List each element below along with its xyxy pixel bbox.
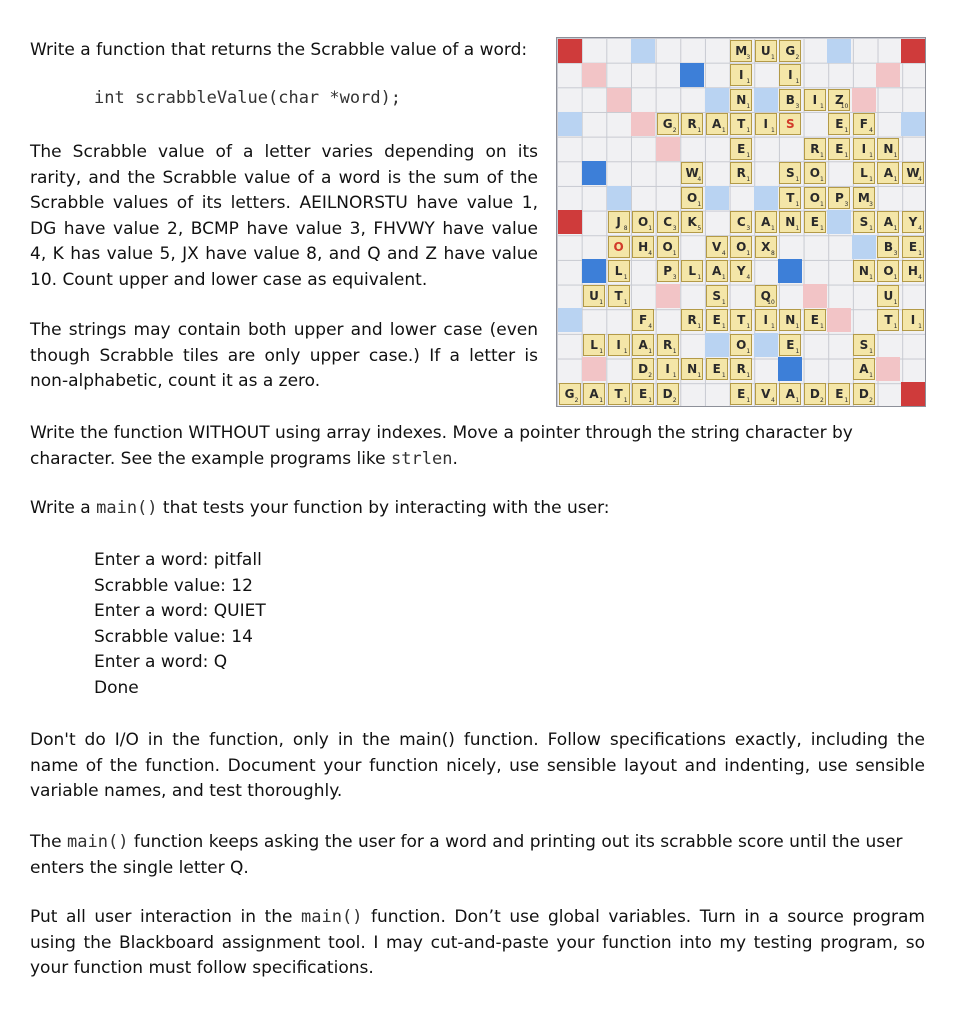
- letter-tile: I 1: [902, 309, 924, 331]
- tile-value: 1: [820, 200, 824, 208]
- letter-tile: C 3: [730, 211, 752, 233]
- tile-value: 1: [648, 347, 653, 355]
- premium-square: [631, 112, 655, 136]
- letter-tile: D 2: [657, 383, 679, 405]
- strlen-code: strlen: [391, 448, 453, 469]
- session-line: Done: [94, 677, 139, 698]
- letter-tile: L 1: [583, 334, 605, 356]
- pointer-text-before: Write the function WITHOUT using array indexes. Move a pointer through the string character by character. See the example programs like: [30, 423, 853, 469]
- premium-square: [705, 186, 729, 210]
- letter-tile: I 1: [608, 334, 630, 356]
- premium-square: [582, 161, 606, 185]
- premium-square: [631, 39, 655, 63]
- tile-value: 1: [721, 298, 726, 306]
- tile-value: 10: [840, 102, 849, 110]
- letter-tile: M 3: [730, 40, 752, 62]
- premium-square: [901, 39, 925, 63]
- submission-paragraph: [30, 905, 925, 982]
- letter-tile: D 2: [632, 358, 654, 380]
- letter-tile: A 1: [706, 113, 728, 135]
- letter-tile: D 2: [853, 383, 875, 405]
- letter-tile: N 1: [730, 89, 752, 111]
- premium-square: [754, 88, 778, 112]
- letter-tile: O 1: [681, 187, 703, 209]
- letter-tile: W 4: [902, 162, 924, 184]
- session-line: Scrabble value: 12: [94, 575, 253, 596]
- letter-tile: E 1: [828, 138, 850, 160]
- tile-value: 1: [599, 347, 604, 355]
- main-intro-paragraph: [30, 496, 930, 522]
- letter-tile: A 1: [632, 334, 654, 356]
- tile-value: 1: [672, 249, 677, 257]
- tile-value: 1: [599, 298, 604, 306]
- tile-value: 1: [770, 127, 775, 135]
- tile-value: 1: [820, 176, 824, 184]
- tile-value: 1: [746, 102, 751, 110]
- tile-value: 1: [746, 396, 751, 404]
- letter-tile: S 1: [853, 334, 875, 356]
- letter-tile: Q 10: [755, 285, 777, 307]
- letter-tile: O 1: [730, 334, 752, 356]
- letter-tile: X 8: [755, 236, 777, 258]
- letter-tile: N 1: [779, 309, 801, 331]
- tile-value: 2: [672, 127, 677, 135]
- letter-tile: E 1: [632, 383, 654, 405]
- letter-tile: N 1: [681, 358, 703, 380]
- tile-value: 1: [844, 396, 849, 404]
- letter-tile: D 2: [804, 383, 826, 405]
- tile-value: 1: [721, 127, 726, 135]
- tile-value: 1: [795, 323, 800, 331]
- premium-square: [901, 382, 925, 406]
- letter-tile: S 1: [853, 211, 875, 233]
- tile-value: 4: [746, 274, 751, 282]
- tile-value: 1: [820, 323, 824, 331]
- letter-tile: R 1: [730, 162, 752, 184]
- letter-tile: R 1: [804, 138, 826, 160]
- premium-square: [607, 186, 631, 210]
- tile-value: 3: [869, 200, 873, 208]
- letter-tile: E 1: [706, 358, 728, 380]
- letter-tile: G 2: [779, 40, 801, 62]
- letter-tile: N 1: [853, 260, 875, 282]
- letter-tile: Y 4: [730, 260, 752, 282]
- letter-tile: H 4: [632, 236, 654, 258]
- tile-value: 1: [795, 200, 800, 208]
- premium-square: [901, 112, 925, 136]
- letter-tile: A 1: [706, 260, 728, 282]
- letter-tile: R 1: [657, 334, 679, 356]
- tile-value: 1: [795, 176, 800, 184]
- premium-square: [705, 88, 729, 112]
- main-intro-after: that tests your function by interacting with the user:: [157, 498, 610, 518]
- tile-value: 1: [746, 78, 751, 86]
- loop-text-after: function keeps asking the user for a word and printing out its scrabble score until the user enters the single letter Q.: [30, 832, 903, 878]
- tile-value: 2: [574, 396, 579, 404]
- tile-value: 3: [844, 200, 849, 208]
- case-handling-paragraph: The strings may contain both upper and lower case (even though Scrabble tiles are only upper case.) If a letter is non-alphabetic, count it as a zero.: [30, 320, 538, 391]
- session-line: Enter a word: pitfall: [94, 550, 262, 570]
- letter-tile: I 1: [657, 358, 679, 380]
- tile-value: 1: [820, 225, 824, 233]
- letter-tile: I 1: [804, 89, 826, 111]
- premium-square: [558, 210, 582, 234]
- tile-value: 1: [746, 127, 751, 135]
- letter-tile: S 1: [779, 162, 801, 184]
- tile-value: 2: [672, 396, 677, 404]
- tile-value: 1: [746, 249, 751, 257]
- tile-value: 4: [770, 396, 775, 404]
- tile-value: 4: [721, 249, 726, 257]
- tile-value: 1: [721, 372, 726, 380]
- tile-value: 1: [893, 274, 898, 282]
- letter-tile: A 1: [853, 358, 875, 380]
- tile-value: 1: [697, 323, 702, 331]
- letter-tile: A 1: [755, 211, 777, 233]
- tile-value: 1: [770, 53, 775, 61]
- submit-text-before: Put all user interaction in the: [30, 907, 302, 927]
- letter-tile: U 1: [583, 285, 605, 307]
- tile-value: 1: [623, 347, 628, 355]
- letter-tile: T 1: [877, 309, 899, 331]
- tile-value: 8: [623, 225, 628, 233]
- tile-value: 1: [672, 347, 677, 355]
- tile-value: 2: [820, 396, 824, 404]
- letter-tile: S 1: [706, 285, 728, 307]
- tile-value: 1: [918, 323, 922, 331]
- letter-tile: I 1: [779, 64, 801, 86]
- letter-tile: O 1: [804, 162, 826, 184]
- tile-value: 1: [623, 396, 628, 404]
- letter-tile: T 1: [779, 187, 801, 209]
- premium-square: [607, 88, 631, 112]
- letter-tile: C 3: [657, 211, 679, 233]
- tile-value: 1: [697, 200, 702, 208]
- tile-value: 1: [721, 323, 726, 331]
- tile-value: 1: [893, 298, 898, 306]
- tile-value: 1: [746, 151, 751, 159]
- main-intro-before: Write a: [30, 498, 97, 518]
- premium-square: [558, 39, 582, 63]
- function-signature: int scrabbleValue(char *word);: [94, 88, 402, 108]
- letter-tile: A 1: [877, 162, 899, 184]
- main-code: main(): [67, 832, 129, 852]
- premium-square: [852, 88, 876, 112]
- intro-text: Write a function that returns the Scrabble value of a word:: [30, 40, 528, 60]
- letter-tile: E 1: [828, 383, 850, 405]
- tile-value: 1: [697, 127, 702, 135]
- letter-tile: L 1: [608, 260, 630, 282]
- tile-value: 1: [795, 396, 800, 404]
- tile-value: 1: [795, 225, 800, 233]
- letter-tile: P 3: [828, 187, 850, 209]
- letter-tile: O 1: [730, 236, 752, 258]
- pointer-requirement-paragraph: [30, 421, 930, 472]
- tile-value: 3: [746, 53, 751, 61]
- tile-value: 1: [770, 225, 775, 233]
- premium-square: [754, 333, 778, 357]
- premium-square: [680, 63, 704, 87]
- premium-square: [852, 235, 876, 259]
- letter-tile: E 1: [779, 334, 801, 356]
- scoring-rules-paragraph: The Scrabble value of a letter varies depending on its rarity, and the Scrabble value of a word is the sum of the Scrabble values of its letters. AEILNORSTU have value 1, DG have value 2, BCMP have value 3, FHVWY have value 4, K has value 5, JX have value 8, and Q and Z have value 10. Count upper and lower case as equivalent.: [30, 142, 538, 290]
- tile-value: 2: [869, 396, 873, 404]
- letter-tile: E 1: [828, 113, 850, 135]
- letter-tile: A 1: [583, 383, 605, 405]
- tile-value: 4: [648, 323, 653, 331]
- main-code: main(): [301, 907, 363, 927]
- letter-tile: A 1: [877, 211, 899, 233]
- premium-square: [803, 284, 827, 308]
- letter-tile: I 1: [853, 138, 875, 160]
- tile-value: 1: [721, 274, 726, 282]
- premium-square: [754, 186, 778, 210]
- letter-tile: I 1: [730, 64, 752, 86]
- premium-square: [558, 112, 582, 136]
- tile-value: 4: [869, 127, 873, 135]
- letter-tile: T 1: [608, 285, 630, 307]
- letter-tile: P 3: [657, 260, 679, 282]
- tile-value: 1: [820, 151, 824, 159]
- tile-value: 1: [869, 151, 873, 159]
- premium-square: [876, 357, 900, 381]
- letter-tile: V 4: [706, 236, 728, 258]
- tile-value: 1: [697, 372, 702, 380]
- letter-tile: H 4: [902, 260, 924, 282]
- tile-value: 1: [599, 396, 604, 404]
- letter-tile: R 1: [681, 309, 703, 331]
- letter-tile: I 1: [755, 113, 777, 135]
- premium-square: [876, 63, 900, 87]
- tile-value: 1: [869, 225, 873, 233]
- letter-tile: R 1: [681, 113, 703, 135]
- tile-value: 2: [648, 372, 653, 380]
- letter-tile: T 1: [730, 309, 752, 331]
- letter-tile: T 1: [608, 383, 630, 405]
- tile-value: 1: [844, 127, 849, 135]
- submit-text-after: function. Don’t use global variables. Turn in a source program using the Blackboard assignment tool. I may cut-and-paste your function into my testing program, so your function must follow specifications.: [30, 907, 925, 978]
- session-line: Enter a word: QUIET: [94, 601, 266, 622]
- premium-square: [827, 308, 851, 332]
- letter-tile: Y 4: [902, 211, 924, 233]
- tile-value: 1: [746, 347, 751, 355]
- tile-value: 1: [893, 176, 898, 184]
- premium-square: [656, 137, 680, 161]
- letter-tile: V 4: [755, 383, 777, 405]
- tile-value: 1: [648, 225, 653, 233]
- letter-tile: O 1: [877, 260, 899, 282]
- letter-tile: E 1: [804, 309, 826, 331]
- tile-value: 1: [893, 151, 898, 159]
- letter-tile: Z 10: [828, 89, 850, 111]
- premium-square: [582, 357, 606, 381]
- tile-value: 1: [795, 347, 800, 355]
- letter-tile: G 2: [657, 113, 679, 135]
- tile-value: 5: [697, 225, 702, 233]
- main-code: main(): [96, 498, 158, 518]
- tile-value: 1: [869, 372, 873, 380]
- letter-tile: O 1: [632, 211, 654, 233]
- tile-value: 1: [746, 372, 751, 380]
- letter-tile: N 1: [779, 211, 801, 233]
- premium-square: [778, 357, 802, 381]
- tile-value: 1: [623, 274, 628, 282]
- tile-value: 1: [869, 274, 873, 282]
- tile-value: 2: [795, 53, 800, 61]
- tile-value: 3: [672, 274, 677, 282]
- tile-value: 4: [918, 176, 922, 184]
- letter-tile: S: [779, 113, 801, 135]
- tile-value: 1: [893, 323, 898, 331]
- tile-value: 3: [746, 225, 751, 233]
- tile-value: 4: [918, 225, 922, 233]
- letter-tile: E 1: [902, 236, 924, 258]
- letter-tile: M 3: [853, 187, 875, 209]
- tile-value: 4: [697, 176, 702, 184]
- pointer-text-after: .: [452, 448, 458, 469]
- tile-value: 4: [648, 249, 653, 257]
- tile-value: 10: [767, 298, 775, 306]
- tile-value: 1: [918, 249, 922, 257]
- premium-square: [705, 333, 729, 357]
- tile-value: 3: [672, 225, 677, 233]
- premium-square: [656, 284, 680, 308]
- tile-value: 1: [770, 323, 775, 331]
- letter-tile: N 1: [877, 138, 899, 160]
- tile-value: 1: [795, 78, 800, 86]
- tile-value: 1: [746, 323, 751, 331]
- tile-value: 4: [918, 274, 922, 282]
- letter-tile: E 1: [804, 211, 826, 233]
- letter-tile: W 4: [681, 162, 703, 184]
- tile-value: 1: [869, 176, 873, 184]
- letter-tile: T 1: [730, 113, 752, 135]
- premium-square: [827, 39, 851, 63]
- session-line: Enter a word: Q: [94, 652, 228, 673]
- premium-square: [778, 259, 802, 283]
- premium-square: [582, 63, 606, 87]
- letter-tile: O 1: [657, 236, 679, 258]
- tile-value: 1: [820, 102, 824, 110]
- letter-tile: E 1: [730, 383, 752, 405]
- sample-session: [94, 548, 266, 702]
- premium-square: [827, 210, 851, 234]
- letter-tile: I 1: [755, 309, 777, 331]
- tile-value: 1: [672, 372, 677, 380]
- letter-tile: L 1: [681, 260, 703, 282]
- scrabble-board-image: [556, 37, 926, 407]
- letter-tile: F 4: [853, 113, 875, 135]
- letter-tile: E 1: [706, 309, 728, 331]
- letter-tile: U 1: [877, 285, 899, 307]
- tile-value: 3: [795, 102, 800, 110]
- letter-tile: O 1: [804, 187, 826, 209]
- letter-tile: L 1: [853, 162, 875, 184]
- loop-requirement-paragraph: [30, 830, 925, 881]
- tile-value: 1: [893, 225, 898, 233]
- premium-square: [558, 308, 582, 332]
- tile-value: 1: [844, 151, 849, 159]
- tile-value: 1: [623, 298, 628, 306]
- tile-value: 1: [869, 347, 873, 355]
- session-line: Scrabble value: 14: [94, 626, 253, 647]
- letter-tile: J 8: [608, 211, 630, 233]
- tile-value: 8: [770, 249, 775, 257]
- letter-tile: A 1: [779, 383, 801, 405]
- letter-tile: O: [608, 236, 630, 258]
- tile-value: 1: [648, 396, 653, 404]
- premium-square: [582, 259, 606, 283]
- letter-tile: B 3: [779, 89, 801, 111]
- letter-tile: K 5: [681, 211, 703, 233]
- io-requirement-paragraph: Don't do I/O in the function, only in the main() function. Follow specifications exactly, including the name of the function. Document your function nicely, use sensible layout and indenting, use sensible variable names, and test thoroughly.: [30, 730, 925, 801]
- letter-tile: U 1: [755, 40, 777, 62]
- tile-value: 1: [746, 176, 751, 184]
- tile-value: 3: [893, 249, 898, 257]
- letter-tile: F 4: [632, 309, 654, 331]
- loop-text-before: The: [30, 832, 68, 852]
- tile-value: 1: [697, 274, 702, 282]
- letter-tile: R 1: [730, 358, 752, 380]
- letter-tile: G 2: [559, 383, 581, 405]
- letter-tile: E 1: [730, 138, 752, 160]
- letter-tile: B 3: [877, 236, 899, 258]
